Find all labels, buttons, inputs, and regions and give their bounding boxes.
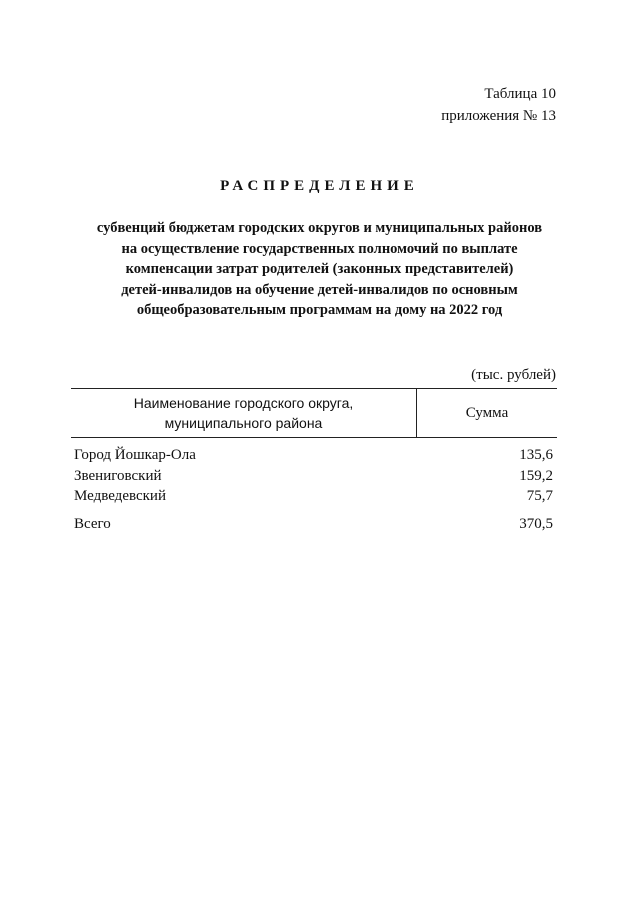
document-reference <box>441 83 556 127</box>
row-value: 75,7 <box>526 488 553 504</box>
total-row <box>71 514 557 535</box>
table-body <box>71 445 557 534</box>
document-subtitle <box>60 218 579 321</box>
subtitle-line: общеобразовательным программам на дому на 2022 год <box>136 302 503 318</box>
subtitle-line: на осуществление государственных полномочий по выплате <box>121 240 518 257</box>
subtitle-line: детей-инвалидов на обучение детей-инвалидов по основным <box>121 281 518 298</box>
distribution-table <box>71 388 557 534</box>
appendix-number: приложения № 13 <box>441 108 556 124</box>
total-value: 370,5 <box>519 515 553 532</box>
table-header <box>71 388 557 438</box>
table-number: Таблица 10 <box>484 86 556 102</box>
row-name: Медведевский <box>74 488 166 504</box>
table-row <box>71 445 557 466</box>
table-row <box>71 466 557 487</box>
row-value: 135,6 <box>519 447 553 463</box>
row-name: Звениговский <box>74 467 162 484</box>
table-row <box>71 486 557 507</box>
document-title: РАСПРЕДЕЛЕНИЕ <box>220 178 419 194</box>
subtitle-line: субвенций бюджетам городских округов и муниципальных районов <box>96 220 543 236</box>
units-label: (тыс. рублей) <box>471 367 556 383</box>
total-label: Всего <box>74 515 111 532</box>
column-header-sum: Сумма <box>465 404 509 421</box>
subtitle-line: компенсации затрат родителей (законных представителей) <box>125 261 514 277</box>
column-header-name: Наименование городского округа, муниципального района <box>71 389 417 437</box>
row-name: Город Йошкар-Ола <box>74 447 196 463</box>
row-value: 159,2 <box>519 467 553 484</box>
